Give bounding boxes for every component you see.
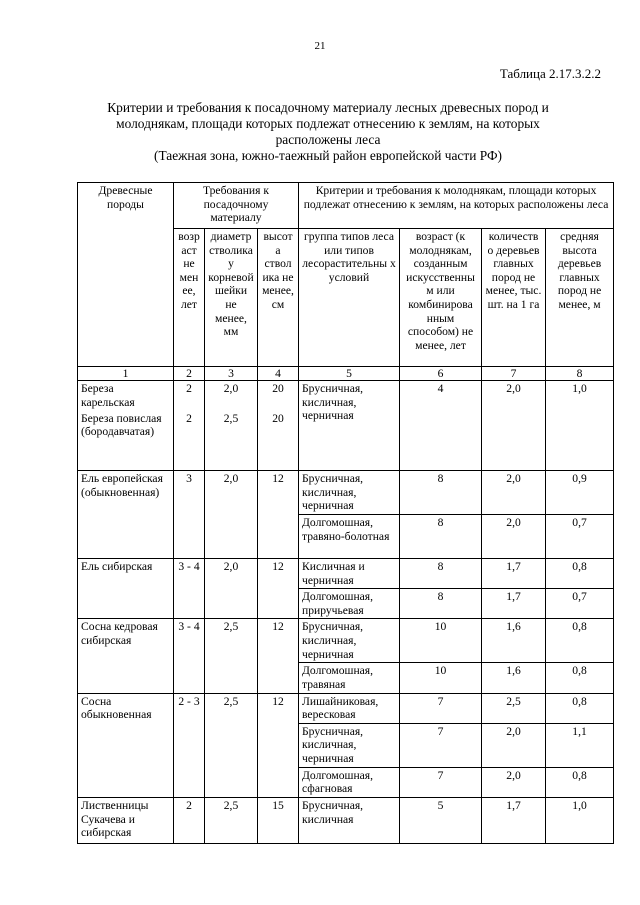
young-age-cell: 7 (400, 723, 482, 767)
header-age: возр аст не мен ее, лет (174, 229, 205, 367)
avg-height-cell: 0,9 (546, 471, 614, 515)
species-cell: Береза повислая (бородавчатая) (78, 411, 174, 471)
young-age-cell: 4 (400, 381, 482, 471)
avg-height-cell: 0,8 (546, 559, 614, 589)
forest-type-cell: Лишайниковая, вересковая (299, 693, 400, 723)
diameter-cell: 2,0 (205, 559, 258, 619)
document-title (70, 100, 586, 164)
header-species: Древесные породы (78, 183, 174, 367)
table-row (78, 797, 614, 843)
count-cell: 1,6 (482, 663, 546, 693)
species-cell: Ель сибирская (78, 559, 174, 619)
age-cell: 3 (174, 471, 205, 559)
forest-type-cell: Брусничная, кисличная (299, 797, 400, 843)
count-cell: 1,7 (482, 797, 546, 843)
young-age-cell: 8 (400, 559, 482, 589)
table-id: Таблица 2.17.3.2.2 (499, 66, 601, 81)
height-cell: 15 (258, 797, 299, 843)
count-cell: 2,0 (482, 515, 546, 559)
young-age-cell: 10 (400, 663, 482, 693)
diameter-cell: 2,0 (205, 471, 258, 559)
young-age-cell: 7 (400, 693, 482, 723)
forest-type-cell: Долгомошная, приручьевая (299, 589, 400, 619)
column-number: 3 (205, 367, 258, 381)
column-number: 5 (299, 367, 400, 381)
table-row (78, 693, 614, 723)
column-number: 7 (482, 367, 546, 381)
young-age-cell: 8 (400, 589, 482, 619)
height-cell: 20 (258, 411, 299, 471)
title-line: Критерии и требования к посадочному материалу лесных древесных пород и (107, 100, 549, 115)
age-cell: 2 (174, 797, 205, 843)
diameter-cell: 2,0 (205, 381, 258, 411)
forest-type-cell: Брусничная, кисличная, черничная (299, 381, 400, 471)
species-cell: Береза карельская (78, 381, 174, 411)
forest-type-cell: Брусничная, кисличная, черничная (299, 723, 400, 767)
species-cell: Лиственницы Сукачева и сибирская (78, 797, 174, 843)
diameter-cell: 2,5 (205, 693, 258, 797)
count-cell: 2,0 (482, 471, 546, 515)
avg-height-cell: 1,1 (546, 723, 614, 767)
avg-height-cell: 0,8 (546, 767, 614, 797)
age-cell: 3 - 4 (174, 619, 205, 693)
table-row (78, 619, 614, 663)
criteria-table (77, 182, 614, 844)
avg-height-cell: 1,0 (546, 381, 614, 471)
young-age-cell: 8 (400, 471, 482, 515)
title-line: (Таежная зона, южно-таежный район европейской части РФ) (153, 148, 502, 163)
count-cell: 2,5 (482, 693, 546, 723)
title-line: молоднякам, площади которых подлежат отнесению к землям, на которых (116, 116, 540, 131)
species-cell: Ель европейская (обыкновенная) (78, 471, 174, 559)
header-forest-type: группа типов леса или типов лесорастительны х условий (299, 229, 400, 367)
table-row (78, 559, 614, 589)
table-row (78, 471, 614, 515)
avg-height-cell: 0,7 (546, 515, 614, 559)
height-cell: 12 (258, 619, 299, 693)
header-avg-height: средняя высота деревьев главных пород не менее, м (546, 229, 614, 367)
count-cell: 1,6 (482, 619, 546, 663)
age-cell: 2 (174, 411, 205, 471)
count-cell: 1,7 (482, 559, 546, 589)
avg-height-cell: 0,7 (546, 589, 614, 619)
title-line: расположены леса (275, 132, 381, 147)
height-cell: 12 (258, 471, 299, 559)
header-count: количеств о деревьев главных пород не менее, тыс. шт. на 1 га (482, 229, 546, 367)
count-cell: 2,0 (482, 767, 546, 797)
column-number: 6 (400, 367, 482, 381)
age-cell: 3 - 4 (174, 559, 205, 619)
species-cell: Сосна кедровая сибирская (78, 619, 174, 693)
young-age-cell: 5 (400, 797, 482, 843)
header-planting-group: Требования к посадочному материалу (174, 183, 299, 229)
header-young-age: возраст (к молоднякам, созданным искусственны м или комбинирова нным способом) не менее, лет (400, 229, 482, 367)
column-number: 2 (174, 367, 205, 381)
forest-type-cell: Кисличная и черничная (299, 559, 400, 589)
avg-height-cell: 0,8 (546, 693, 614, 723)
header-height: высот а ствол ика не менее, см (258, 229, 299, 367)
header-diameter: диаметр стволика у корневой шейки не менее, мм (205, 229, 258, 367)
forest-type-cell: Долгомошная, травяно-болотная (299, 515, 400, 559)
forest-type-cell: Брусничная, кисличная, черничная (299, 471, 400, 515)
young-age-cell: 10 (400, 619, 482, 663)
age-cell: 2 - 3 (174, 693, 205, 797)
forest-type-cell: Брусничная, кисличная, черничная (299, 619, 400, 663)
count-cell: 2,0 (482, 723, 546, 767)
young-age-cell: 8 (400, 515, 482, 559)
page-number: 21 (314, 40, 326, 52)
column-number: 8 (546, 367, 614, 381)
diameter-cell: 2,5 (205, 797, 258, 843)
avg-height-cell: 1,0 (546, 797, 614, 843)
species-cell: Сосна обыкновенная (78, 693, 174, 797)
young-age-cell: 7 (400, 767, 482, 797)
height-cell: 12 (258, 693, 299, 797)
forest-type-cell: Долгомошная, травяная (299, 663, 400, 693)
forest-type-cell: Долгомошная, сфагновая (299, 767, 400, 797)
column-number: 4 (258, 367, 299, 381)
height-cell: 20 (258, 381, 299, 411)
header-young-group: Критерии и требования к молоднякам, площади которых подлежат отнесению к землям, на которых расположены леса (299, 183, 614, 229)
age-cell: 2 (174, 381, 205, 411)
count-cell: 1,7 (482, 589, 546, 619)
height-cell: 12 (258, 559, 299, 619)
avg-height-cell: 0,8 (546, 663, 614, 693)
table-row (78, 381, 614, 411)
diameter-cell: 2,5 (205, 411, 258, 471)
avg-height-cell: 0,8 (546, 619, 614, 663)
count-cell: 2,0 (482, 381, 546, 471)
diameter-cell: 2,5 (205, 619, 258, 693)
column-number: 1 (78, 367, 174, 381)
